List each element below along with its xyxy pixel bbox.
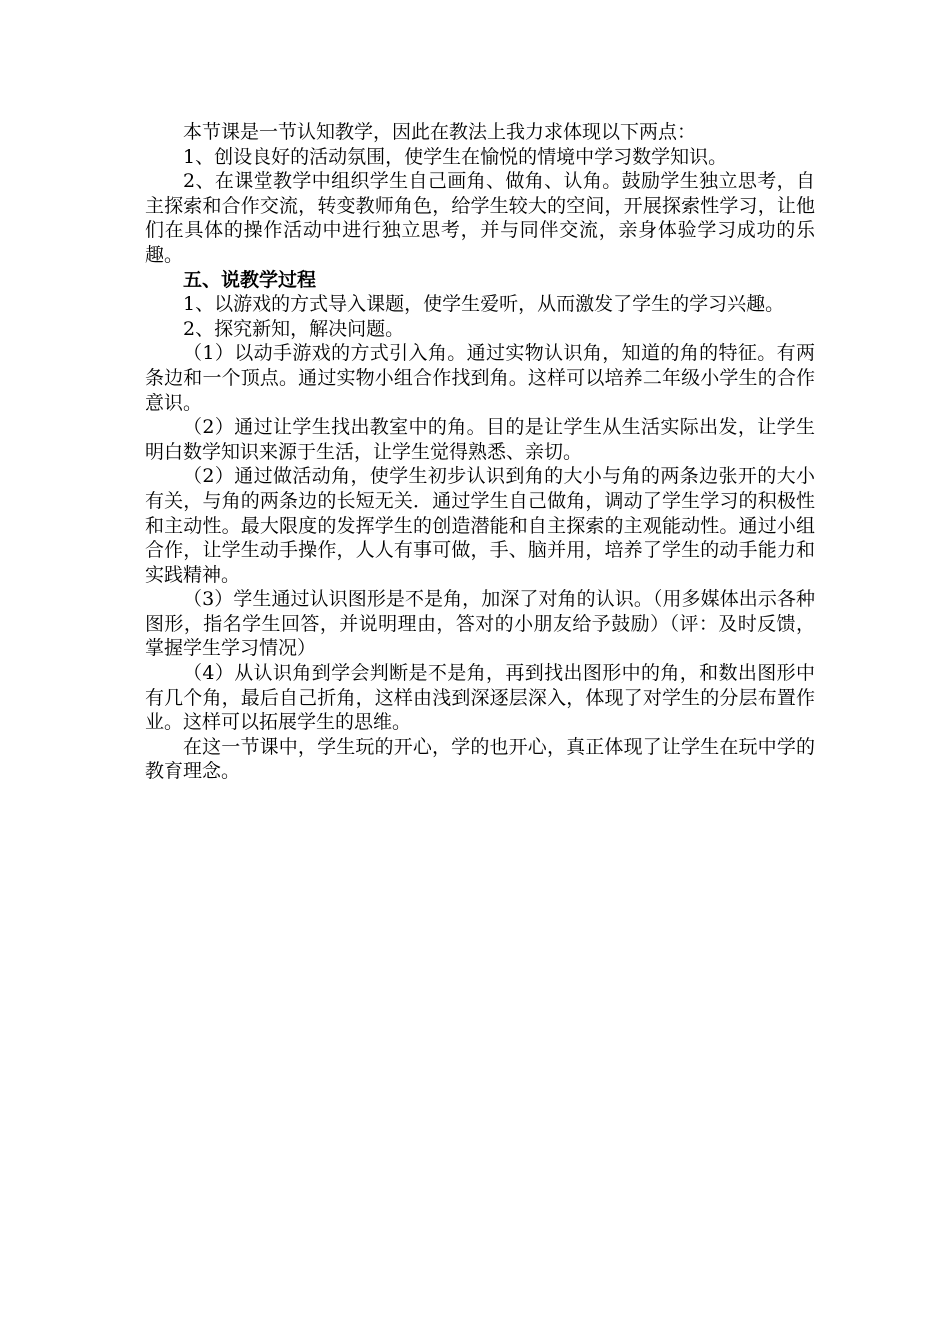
process-step-1: 1、以游戏的方式导入课题，使学生爱听，从而激发了学生的学习兴趣。: [183, 293, 785, 316]
intro-paragraph: 本节课是一节认知教学，因此在教法上我力求体现以下两点：: [183, 121, 697, 143]
method-point-2: 2、在课堂教学中组织学生自己画角、做角、认角。鼓励学生独立思考，自主探索和合作交流，转变教师角色，给学生较大的空间，开展探索性学习，让他们在具体的操作活动中进行独立思考，并与同伴交流，亲身体验学习成功的乐趣。: [145, 170, 815, 266]
method-point-1: 1、创设良好的活动氛围，使学生在愉悦的情境中学习数学知识。: [183, 145, 728, 168]
document-body: [145, 120, 815, 784]
sub-step-1: （1）以动手游戏的方式引入角。通过实物认识角，知道的角的特征。有两条边和一个顶点。通过实物小组合作找到角。这样可以培养二年级小学生的合作意识。: [145, 342, 815, 414]
sub-step-3: （3）学生通过认识图形是不是角，加深了对角的认识。（用多媒体出示各种图形，指名学生回答，并说明理由，答对的小朋友给予鼓励）（评：及时反馈，掌握学生学习情况）: [145, 588, 815, 660]
process-step-2: 2、探究新知，解决问题。: [183, 317, 405, 340]
section-heading: 五、说教学过程: [183, 268, 317, 291]
sub-step-2b: （2）通过做活动角，使学生初步认识到角的大小与角的两条边张开的大小有关，与角的两条边的长短无关．通过学生自己做角，调动了学生学习的积极性和主动性。最大限度的发挥学生的创造潜能和自主探索的主观能动性。通过小组合作，让学生动手操作，人人有事可做，手、脑并用，培养了学生的动手能力和实践精神。: [145, 465, 815, 586]
closing-paragraph: 在这一节课中，学生玩的开心，学的也开心，真正体现了让学生在玩中学的教育理念。: [145, 735, 815, 783]
sub-step-4: （4）从认识角到学会判断是不是角，再到找出图形中的角，和数出图形中有几个角，最后自己折角，这样由浅到深逐层深入，体现了对学生的分层布置作业。这样可以拓展学生的思维。: [145, 662, 815, 734]
sub-step-2a: （2）通过让学生找出教室中的角。目的是让学生从生活实际出发，让学生明白数学知识来源于生活，让学生觉得熟悉、亲切。: [145, 416, 815, 463]
